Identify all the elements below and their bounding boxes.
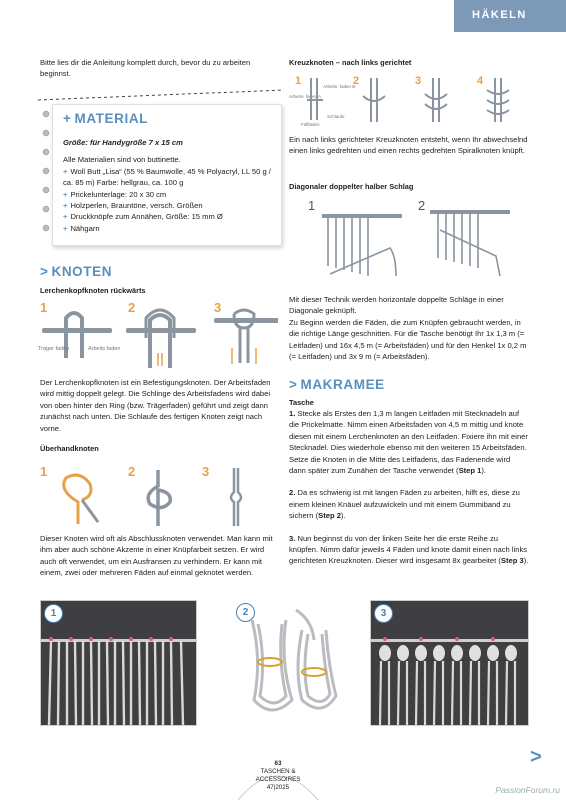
step-number: 4 [477, 75, 484, 87]
watermark: PassionForum.ru [495, 784, 560, 795]
magazine-name-1: TASCHEN & [260, 768, 296, 775]
photo-number-badge: 3 [374, 604, 393, 623]
fringe-illustration [41, 601, 196, 725]
material-box [52, 104, 282, 246]
step-3-text: 3. Nun beginnst du von der linken Seite her die erste Reihe zu knüpfen. Nimm dafür jeweils 4 Fäden und knote damit einen nach links gerichteten Kreuzknoten. Dieser wird insgesamt 8x gearbeitet (Step 3). [289, 533, 529, 566]
pin-icons [36, 100, 58, 250]
dashed-line [36, 86, 288, 106]
intro-text: Bitte lies dir die Anleitung komplett durch, bevor du zu arbeiten beginnst. [40, 58, 251, 79]
step-number: 1 [308, 198, 316, 213]
ueberhand-title: Überhandknoten [40, 444, 99, 453]
schlaufe-label: Schlaufe [327, 114, 345, 119]
material-item: + Woll Butt „Lisa“ (55 % Baumwolle, 45 % Polyacryl, LL 50 g / ca. 85 m) Farbe: hellgrau, ca. 100 g [63, 166, 271, 188]
step-number: 2 [128, 464, 136, 479]
kreuzknoten-diagram [287, 70, 531, 130]
diagonal-text-1: Mit dieser Technik werden horizontale doppelte Schläge in einer Diagonale geknüpft. [289, 295, 504, 316]
page-footer [248, 760, 308, 792]
material-item: + Nähgarn [63, 223, 100, 233]
next-page-chevron-icon[interactable]: > [530, 746, 542, 768]
material-size: Größe: für Handygröße 7 x 15 cm [63, 138, 183, 147]
section-tab: HÄKELN [454, 0, 566, 32]
diagonal-diagram [300, 196, 520, 288]
photo-number-badge: 1 [44, 604, 63, 623]
arbeitsfaden-a-label: Arbeits- faden A [289, 94, 322, 99]
material-list [63, 166, 273, 234]
knotted-fringe-illustration [371, 601, 528, 725]
lerchenkopf-diagram [38, 298, 278, 370]
material-heading: + MATERIAL [63, 111, 149, 126]
knoten-heading: > KNOTEN [40, 264, 113, 279]
lerchen-title: Lerchenkopfknoten rückwärts [40, 286, 146, 295]
step-number: 1 [295, 75, 302, 87]
arbeitsfaden-b-label: Arbeits- faden B [323, 84, 356, 89]
makramee-heading: > MAKRAMEE [289, 377, 385, 392]
photo-number-badge: 2 [236, 603, 255, 622]
diagonal-title: Diagonaler doppelter halber Schlag [289, 182, 414, 191]
material-item: + Druckknöpfe zum Annähen, Größe: 15 mm Ø [63, 212, 223, 222]
fuellfaden-label: Füllfäden [301, 122, 320, 127]
step-2-text: 2. Da es schwierig ist mit langen Fäden zu arbeiten, hilft es, diese zu einem kleinen Knäuel aufzuwickeln und mit einem Gummiband zu sichern (Step 2). [289, 488, 520, 521]
material-item: + Holzperlen, Brauntöne, versch. Größen [63, 201, 203, 211]
diagonal-text-2: Zu Beginn werden die Fäden, die zum Knüpfen gebraucht werden, in die richtige Länge geschnitten. Für die Tasche benötigt Ihr 1x 1,3 m (= Leitfaden) und 16x 4,5 m (= Arbeitsfäden) und für den Henkel 1x 0,2 m (= Leitfaden) und 3x 9 m (= Arbeitsfäden). [289, 317, 527, 362]
makramee-subtitle: Tasche [289, 398, 314, 407]
page-number: 63 [274, 760, 282, 767]
issue-number: 47|2025 [266, 784, 290, 791]
arbeits-label: Arbeits faden [88, 346, 121, 352]
ueberhand-text: Dieser Knoten wird oft als Abschlussknoten verwendet. Man kann mit ihm aber auch schöne Akzente in einer Knüpfarbeit setzen. Er wird auch oft verwendet, um ein Ausfransen zu verhindern. Er kann mit einem, zwei oder mehreren Fäden auf einmal geknotet werden. [40, 534, 273, 578]
step-number: 3 [202, 464, 210, 479]
step-number: 2 [128, 300, 136, 315]
step-number: 3 [214, 300, 222, 315]
step-3-photo [370, 600, 529, 726]
step-1-photo [40, 600, 197, 726]
kreuz-title: Kreuzknoten – nach links gerichtet [289, 58, 412, 67]
step-number: 1 [40, 300, 48, 315]
magazine-name-2: ACCESSOIRES [255, 776, 301, 783]
step-number: 2 [418, 198, 426, 213]
kreuz-text: Ein nach links gerichteter Kreuzknoten entsteht, wenn Ihr abwechselnd einen links gedrehten und einen rechts gedrehten Spiralknoten knüpft. [289, 135, 528, 156]
step-number: 3 [415, 75, 422, 87]
step-number: 2 [353, 75, 360, 87]
material-item: + Prickelunterlage: 20 x 30 cm [63, 189, 167, 199]
step-number: 1 [40, 464, 48, 479]
step-2-photo [232, 600, 350, 724]
traeger-label: Träger faden [38, 346, 70, 352]
lerchen-text: Der Lerchenkopfknoten ist ein Befestigungsknoten. Der Arbeitsfaden wird mittig doppelt gelegt. Die Schlinge des Arbeitsfadens wird dabei von oben hinter den Ring (bzw. Trägerfaden) geführt und zeigt dann zunächst nach unten. Die Schlaufe des fertigen Knoten zeigt nach vorne. [40, 378, 271, 433]
ueberhand-diagram [38, 462, 278, 530]
step-1-text: 1. Stecke als Erstes den 1,3 m langen Leitfaden mit Stecknadeln auf die Prickelmatte. Nimm einen Arbeitsfaden von 4,5 m mittig und knote diesen mit einem Lerchenknoten an den Leitfaden. Fixiere ihn mit einer Stecknadel. Dies wiederhole ebenso mit den weiteren 15 Arbeitsfäden. Setze die Knoten in die Mitte des Leitfadens, das Fadenende wird dann später zum Zunähen der Tasche verwendet (Step 1). [289, 409, 528, 476]
material-note: Alle Materialien sind von buttinette. [63, 155, 181, 165]
